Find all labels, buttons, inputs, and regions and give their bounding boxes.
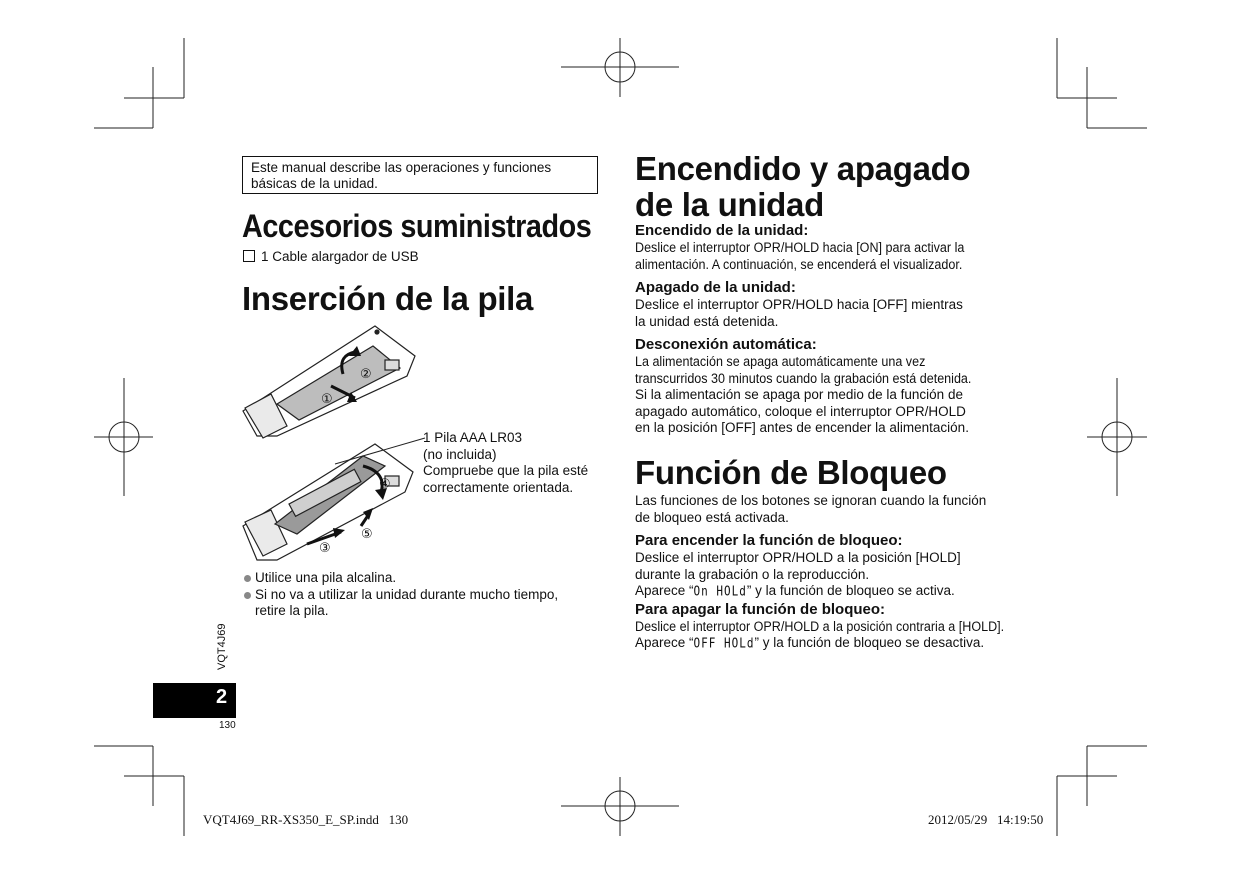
accessory-item-label: 1 Cable alargador de USB [261, 249, 419, 264]
list-item [243, 570, 558, 587]
lock-section [635, 493, 1032, 653]
lock-intro [635, 493, 1032, 526]
intro-note-line: básicas de la unidad. [251, 176, 378, 191]
callout-4: ④ [379, 477, 391, 492]
footer-timestamp: 2012/05/29 14:19:50 [928, 812, 1044, 827]
auto-off-title: Desconexión automática: [635, 336, 817, 353]
text-line: alimentación. A continuación, se encenderá el visualizador. [635, 256, 963, 272]
text-fragment: Aparece “ [635, 635, 694, 650]
power-on-text [635, 240, 971, 273]
lock-off-title: Para apagar la función de bloqueo: [635, 600, 886, 618]
list-item-text: retire la pila. [255, 603, 329, 618]
lock-on-appear [635, 583, 1032, 601]
bullet-icon [244, 575, 251, 582]
accessories-title: Accesorios suministrados [242, 208, 592, 244]
text-line: transcurridos 30 minutos cuando la grabación está detenida. [635, 370, 972, 386]
battery-note-line: 1 Pila AAA LR03 [423, 430, 523, 445]
list-item-text: Si no va a utilizar la unidad durante mucho tiempo, [255, 586, 559, 602]
power-title-line: Encendido y apagado [635, 150, 971, 187]
intro-note [242, 156, 598, 194]
lock-on-title: Para encender la función de bloqueo: [635, 532, 903, 549]
power-title-line: de la unidad [635, 186, 824, 223]
text-fragment: ” y la función de bloqueo se activa. [746, 583, 955, 598]
footer-file: VQT4J69_RR-XS350_E_SP.indd 130 [203, 812, 409, 827]
lcd-off-hold-indicator: OFF HOLd [693, 635, 755, 652]
text-line: Deslice el interruptor OPR/HOLD hacia [OFF] mientras [635, 297, 963, 312]
lock-on-text [635, 550, 1032, 601]
auto-off-text [635, 354, 971, 387]
bullet-icon [244, 592, 251, 599]
lock-off-text: Deslice el interruptor OPR/HOLD a la posición contraria a [HOLD]. [635, 618, 1005, 634]
lock-title: Función de Bloqueo [635, 454, 947, 491]
battery-bullets [243, 570, 558, 620]
battery-insertion-illustration [235, 316, 435, 568]
text-fragment: ” y la función de bloqueo se desactiva. [754, 635, 985, 650]
power-off-text [635, 297, 997, 330]
text-line: Deslice el interruptor OPR/HOLD a la posición [HOLD] [635, 550, 961, 565]
checkbox-icon [243, 250, 255, 262]
text-line: La alimentación se apaga automáticamente una vez [635, 354, 926, 369]
battery-note-line: Compruebe que la pila esté [423, 463, 589, 478]
auto-off-text-2 [635, 387, 997, 437]
page-number: 2 [216, 686, 228, 708]
callout-5: ⑤ [361, 527, 373, 542]
accessory-item [243, 249, 419, 266]
power-title [635, 151, 970, 223]
intro-note-line: Este manual describe las operaciones y funciones [251, 160, 552, 175]
power-off-title: Apagado de la unidad: [635, 279, 796, 296]
text-fragment: Aparece “ [635, 583, 694, 598]
power-section [635, 222, 997, 437]
text-line: la unidad está detenida. [635, 313, 779, 329]
lock-off-appear [635, 635, 1032, 653]
list-item [243, 587, 558, 620]
power-on-title: Encendido de la unidad: [635, 222, 809, 239]
battery-note-line: (no incluida) [423, 446, 497, 462]
text-line: apagado automático, coloque el interruptor OPR/HOLD [635, 403, 966, 419]
side-code: VQT4J69 [216, 623, 228, 670]
battery-insertion-title: Inserción de la pila [242, 280, 534, 317]
battery-note-line: correctamente orientada. [423, 479, 574, 495]
battery-note [423, 430, 588, 496]
page-small-number: 130 [219, 720, 236, 731]
text-line: durante la grabación o la reproducción. [635, 566, 870, 582]
lcd-on-hold-indicator: On HOLd [693, 583, 747, 600]
text-line: en la posición [OFF] antes de encender la alimentación. [635, 420, 969, 435]
callout-2: ② [360, 367, 372, 382]
list-item-text: Utilice una pila alcalina. [255, 570, 397, 585]
text-line: Las funciones de los botones se ignoran cuando la función [635, 493, 987, 508]
callout-3: ③ [319, 541, 331, 556]
callout-1: ① [321, 392, 333, 407]
text-line: Si la alimentación se apaga por medio de la función de [635, 387, 963, 402]
text-line: Deslice el interruptor OPR/HOLD hacia [ON] para activar la [635, 240, 965, 255]
text-line: de bloqueo está activada. [635, 509, 789, 525]
